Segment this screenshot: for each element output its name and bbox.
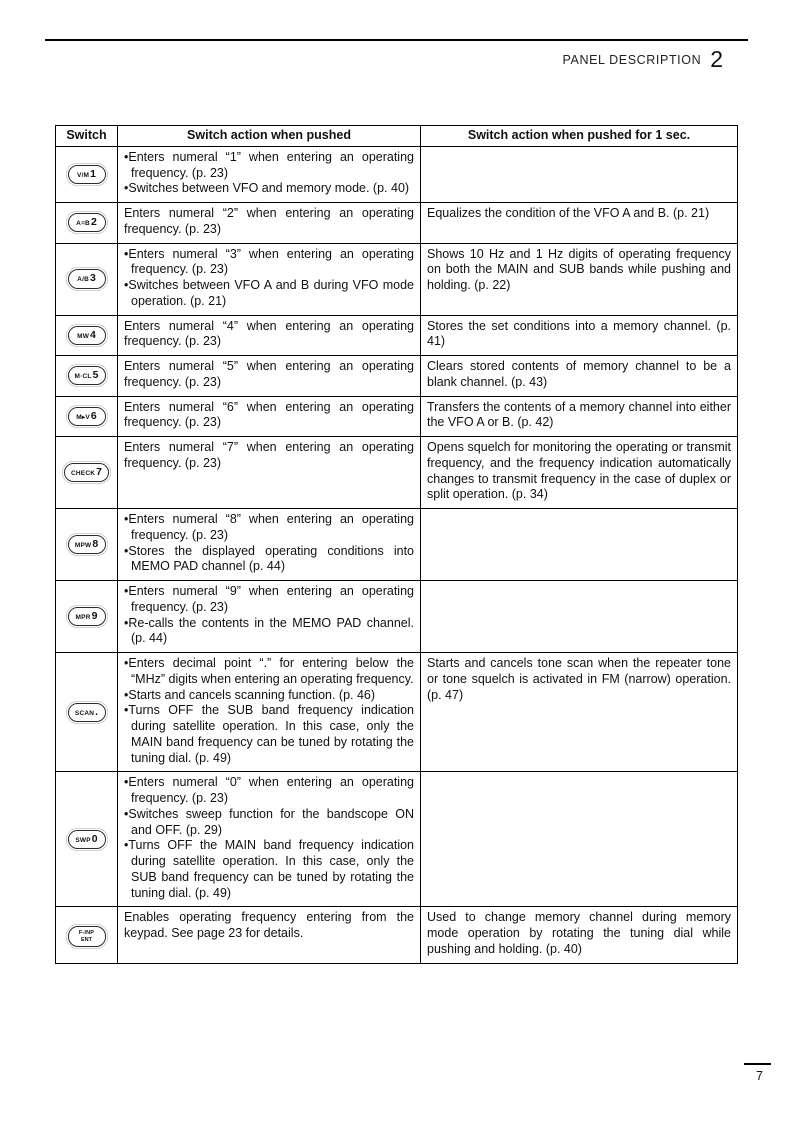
switch-cell xyxy=(56,437,118,509)
switch-cell xyxy=(56,146,118,202)
key-f-inp-ent xyxy=(68,926,106,948)
pushed-action-cell xyxy=(118,396,421,437)
action-text: •Turns OFF the MAIN band frequency indication during satellite operation. In this case, only the SUB band frequency can be tuned by rotating the tuning dial. (p. 49) xyxy=(124,838,414,900)
table-row xyxy=(56,146,738,202)
action-text: •Switches between VFO A and B during VFO mode operation. (p. 21) xyxy=(124,278,414,308)
key-label-small: MW xyxy=(77,332,90,340)
switch-table xyxy=(55,125,738,964)
pushed-action-cell xyxy=(118,509,421,581)
pushed-action-cell xyxy=(118,243,421,315)
pushed-action-cell xyxy=(118,203,421,244)
key-label-big: 9 xyxy=(91,609,98,622)
key-mcl-5 xyxy=(68,366,106,385)
key-mpr-9 xyxy=(68,607,106,626)
action-text: Used to change memory channel during memory mode operation by rotating the tuning dial while pushing and holding. (p. 40) xyxy=(427,910,731,956)
action-text: •Enters numeral “1” when entering an operating frequency. (p. 23) xyxy=(124,149,414,180)
key-label-small: CHECK xyxy=(71,469,96,477)
switch-cell xyxy=(56,509,118,581)
pushed-action-cell xyxy=(118,907,421,963)
action-text: •Re-calls the contents in the MEMO PAD channel. (p. 44) xyxy=(124,615,414,646)
pushed-action-cell xyxy=(118,146,421,202)
pushed-action-cell xyxy=(118,581,421,653)
switch-cell xyxy=(56,772,118,907)
action-text: •Stores the displayed operating conditions into MEMO PAD channel (p. 44) xyxy=(124,543,414,574)
action-text: Enters numeral “6” when entering an operating frequency. (p. 23) xyxy=(124,399,414,430)
action-text: Clears stored contents of memory channel to be a blank channel. (p. 43) xyxy=(427,359,731,389)
key-vm-1 xyxy=(68,165,106,184)
page-header xyxy=(563,46,724,73)
held-action-cell xyxy=(421,243,738,315)
table-row xyxy=(56,653,738,772)
action-text: •Switches between VFO and memory mode. (p. 40) xyxy=(124,181,410,196)
action-text: Opens squelch for monitoring the operating or transmit frequency, and the frequency indication automatically changes to transmit frequency in the case of duplex or split operation. (p. 34) xyxy=(427,440,731,502)
action-text: •Enters numeral “8” when entering an operating frequency. (p. 23) xyxy=(124,512,414,542)
key-label-big: ENT xyxy=(81,936,92,943)
action-text: Equalizes the condition of the VFO A and B. (p. 21) xyxy=(427,206,710,220)
switch-cell xyxy=(56,315,118,356)
action-text: Stores the set conditions into a memory channel. (p. 41) xyxy=(427,318,731,349)
switch-cell xyxy=(56,396,118,437)
key-aeqb-2 xyxy=(68,213,106,232)
switch-cell xyxy=(56,653,118,772)
key-check-7 xyxy=(64,463,109,482)
switch-cell xyxy=(56,243,118,315)
table-row xyxy=(56,396,738,437)
key-label-small: MPR xyxy=(75,613,91,621)
key-label-big: 2 xyxy=(90,216,97,229)
table-row xyxy=(56,907,738,963)
key-label-big: 0 xyxy=(91,832,98,845)
action-text: •Enters numeral “0” when entering an operating frequency. (p. 23) xyxy=(124,775,414,805)
held-action-cell xyxy=(421,772,738,907)
key-label-small: SCAN xyxy=(74,709,95,717)
table-row xyxy=(56,581,738,653)
key-mv-6 xyxy=(68,407,106,426)
pushed-action-cell xyxy=(118,315,421,356)
footer-rule xyxy=(744,1063,771,1065)
action-text: Shows 10 Hz and 1 Hz digits of operating frequency on both the MAIN and SUB bands while pushing and holding. (p. 22) xyxy=(427,246,731,292)
key-label-small: A/B xyxy=(77,276,89,284)
key-label-big: 7 xyxy=(96,465,102,478)
col-header-held: Switch action when pushed for 1 sec. xyxy=(421,126,738,147)
switch-cell xyxy=(56,203,118,244)
action-text: Enters numeral “5” when entering an operating frequency. (p. 23) xyxy=(124,359,414,389)
action-text: •Enters numeral “9” when entering an operating frequency. (p. 23) xyxy=(124,584,414,614)
held-action-cell xyxy=(421,437,738,509)
key-label-big: 3 xyxy=(89,272,96,285)
held-action-cell xyxy=(421,581,738,653)
key-label-big: . xyxy=(95,705,99,718)
col-header-switch: Switch xyxy=(56,126,118,147)
action-text: Transfers the contents of a memory channel into either the VFO A or B. (p. 42) xyxy=(427,399,731,430)
action-text: Enters numeral “2” when entering an operating frequency. (p. 23) xyxy=(124,206,414,236)
table-row xyxy=(56,356,738,397)
action-text: Enters numeral “7” when entering an operating frequency. (p. 23) xyxy=(124,440,414,470)
held-action-cell xyxy=(421,396,738,437)
held-action-cell xyxy=(421,356,738,397)
key-mw-4 xyxy=(68,326,106,345)
header-rule xyxy=(45,39,748,41)
page-number: 7 xyxy=(756,1069,763,1083)
table-row xyxy=(56,509,738,581)
page-title: PANEL DESCRIPTION xyxy=(562,52,702,67)
action-text: •Enters decimal point “.” for entering below the “MHz” digits when entering an operating frequency. xyxy=(124,656,414,686)
key-label-small: SWP xyxy=(75,836,91,844)
action-text: Enables operating frequency entering from the keypad. See page 23 for details. xyxy=(124,910,414,940)
key-label-big: 4 xyxy=(90,328,96,341)
table-row xyxy=(56,772,738,907)
table-row xyxy=(56,203,738,244)
key-ab-3 xyxy=(68,269,106,288)
switch-cell xyxy=(56,907,118,963)
action-text: •Starts and cancels scanning function. (p. 46) xyxy=(124,687,376,702)
held-action-cell xyxy=(421,146,738,202)
switch-cell xyxy=(56,356,118,397)
table-header-row xyxy=(56,126,738,147)
key-label-big: 8 xyxy=(92,537,99,550)
action-text: •Turns OFF the SUB band frequency indication during satellite operation. In this case, only the MAIN band frequency can be tuned by rotating the tuning dial. (p. 49) xyxy=(124,703,414,765)
key-label-small: F-INP xyxy=(78,929,95,936)
key-label-small: MPW xyxy=(74,541,92,549)
table-row xyxy=(56,243,738,315)
key-label-small: V/M xyxy=(77,171,90,179)
held-action-cell xyxy=(421,653,738,772)
switch-table-body xyxy=(56,146,738,963)
pushed-action-cell xyxy=(118,653,421,772)
table-row xyxy=(56,315,738,356)
col-header-pushed: Switch action when pushed xyxy=(118,126,421,147)
key-label-small: A=B xyxy=(76,220,90,228)
action-text: •Enters numeral “3” when entering an operating frequency. (p. 23) xyxy=(124,246,414,277)
action-text: Starts and cancels tone scan when the repeater tone or tone squelch is activated in FM (narrow) operation. (p. 47) xyxy=(427,656,731,702)
key-label-big: 1 xyxy=(90,167,96,180)
held-action-cell xyxy=(421,509,738,581)
action-text: •Switches sweep function for the bandscope ON and OFF. (p. 29) xyxy=(124,806,414,837)
pushed-action-cell xyxy=(118,356,421,397)
chapter-number: 2 xyxy=(710,46,723,72)
held-action-cell xyxy=(421,203,738,244)
key-scan-dot xyxy=(68,703,106,722)
action-text: Enters numeral “4” when entering an operating frequency. (p. 23) xyxy=(124,318,414,349)
held-action-cell xyxy=(421,907,738,963)
key-mpw-8 xyxy=(68,535,106,554)
table-row xyxy=(56,437,738,509)
key-label-big: 6 xyxy=(90,409,97,422)
key-swp-0 xyxy=(68,830,106,849)
pushed-action-cell xyxy=(118,772,421,907)
key-label-big: 5 xyxy=(92,369,99,382)
pushed-action-cell xyxy=(118,437,421,509)
key-label-small: M·CL xyxy=(74,373,92,381)
held-action-cell xyxy=(421,315,738,356)
key-label-small: M▸V xyxy=(76,413,90,421)
switch-cell xyxy=(56,581,118,653)
